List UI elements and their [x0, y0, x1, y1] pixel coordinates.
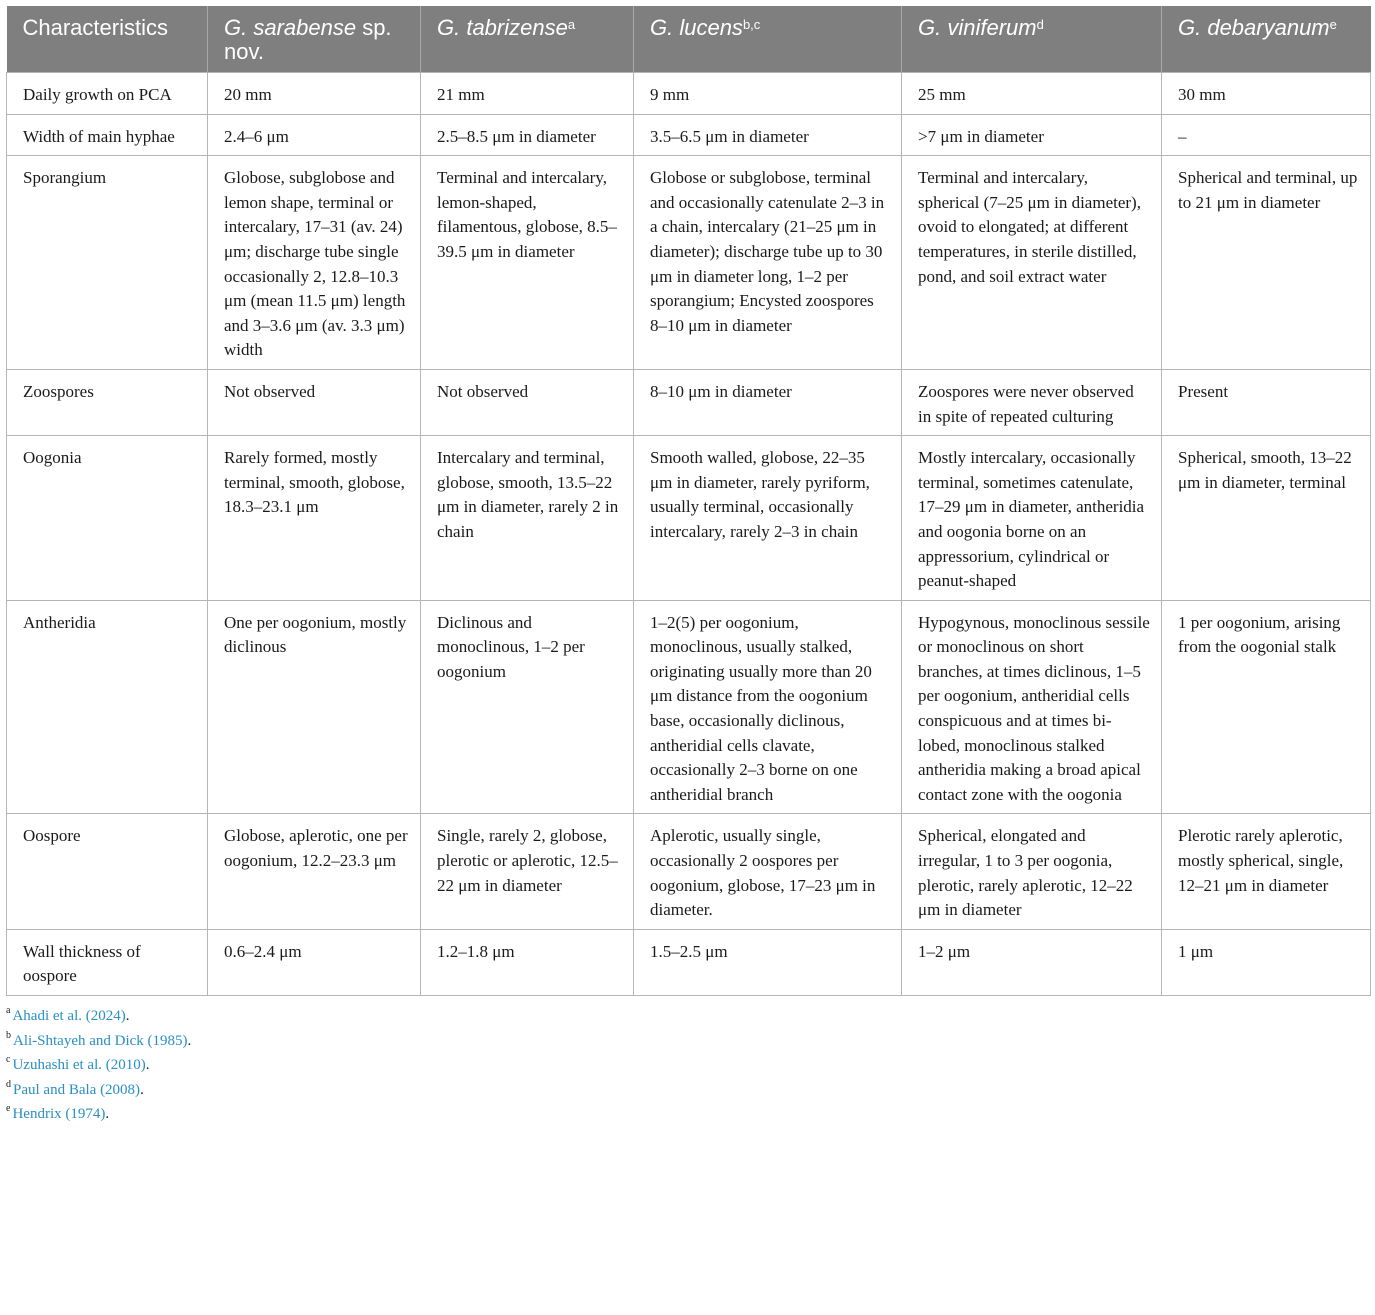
table-cell: Present — [1162, 369, 1371, 435]
reference-link[interactable]: Uzuhashi et al. (2010) — [12, 1057, 146, 1073]
characteristics-table — [6, 6, 1371, 996]
table-cell: Mostly intercalary, occasionally terminal, sometimes catenulate, 17–29 μm in diameter, antheridia and oogonia borne on an appressorium, cylindrical or peanut-shaped — [902, 436, 1162, 601]
table-cell: 8–10 μm in diameter — [634, 369, 902, 435]
row-label: Wall thickness of oospore — [7, 929, 208, 995]
table-cell: One per oogonium, mostly diclinous — [208, 600, 421, 814]
column-header-name: G. viniferum — [918, 15, 1037, 40]
table-row — [7, 369, 1371, 435]
table-cell: 1 μm — [1162, 929, 1371, 995]
column-header — [1162, 6, 1371, 73]
table-cell: 25 mm — [902, 73, 1162, 115]
row-label: Antheridia — [7, 600, 208, 814]
footnote — [6, 1102, 1370, 1127]
table-cell: Globose, aplerotic, one per oogonium, 12.2–23.3 μm — [208, 814, 421, 929]
table-cell: >7 μm in diameter — [902, 114, 1162, 156]
footnote-end: . — [187, 1032, 192, 1049]
table-cell: 3.5–6.5 μm in diameter — [634, 114, 902, 156]
table-cell: 9 mm — [634, 73, 902, 115]
table-cell: 1 per oogonium, arising from the oogonial stalk — [1162, 600, 1371, 814]
table-cell: Diclinous and monoclinous, 1–2 per oogonium — [421, 600, 634, 814]
footnote — [6, 1004, 1370, 1029]
footnote-mark: c — [6, 1054, 11, 1065]
table-row — [7, 156, 1371, 370]
column-header — [634, 6, 902, 73]
table-cell: Globose or subglobose, terminal and occasionally catenulate 2–3 in a chain, intercalary (21–25 μm in diameter); discharge tube up to 30 μm in diameter long, 1–2 per sporangium; Encysted zoospores 8–10 μm in diameter — [634, 156, 902, 370]
table-row — [7, 73, 1371, 115]
footnote-marker: b,c — [742, 17, 761, 32]
footnote-marker: e — [1329, 17, 1337, 32]
table-container — [6, 6, 1370, 1127]
row-label: Sporangium — [7, 156, 208, 370]
reference-link[interactable]: Hendrix (1974) — [12, 1106, 106, 1122]
table-cell: 20 mm — [208, 73, 421, 115]
row-label: Width of main hyphae — [7, 114, 208, 156]
table-cell: 2.5–8.5 μm in diameter — [421, 114, 634, 156]
footnote-end: . — [125, 1008, 130, 1024]
table-cell: Spherical and terminal, up to 21 μm in diameter — [1162, 156, 1371, 370]
footnote-mark: a — [6, 1005, 11, 1016]
table-cell: Rarely formed, mostly terminal, smooth, globose, 18.3–23.1 μm — [208, 436, 421, 601]
column-header-suffix: sp. nov. — [224, 15, 392, 64]
table-row — [7, 436, 1371, 601]
table-cell: 1.2–1.8 μm — [421, 929, 634, 995]
table-cell: Aplerotic, usually single, occasionally 2 oospores per oogonium, globose, 17–23 μm in diameter. — [634, 814, 902, 929]
column-header — [902, 6, 1162, 73]
table-cell: 1–2 μm — [902, 929, 1162, 995]
table-cell: Smooth walled, globose, 22–35 μm in diameter, rarely pyriform, usually terminal, occasionally intercalary, rarely 2–3 in chain — [634, 436, 902, 601]
table-row — [7, 814, 1371, 929]
reference-link[interactable]: Ali-Shtayeh and Dick (1985) — [13, 1032, 188, 1049]
table-cell: Spherical, smooth, 13–22 μm in diameter, terminal — [1162, 436, 1371, 601]
table-cell: Intercalary and terminal, globose, smooth, 13.5–22 μm in diameter, rarely 2 in chain — [421, 436, 634, 601]
footnote-mark: d — [6, 1078, 11, 1090]
table-cell: 1.5–2.5 μm — [634, 929, 902, 995]
table-cell: Globose, subglobose and lemon shape, terminal or intercalary, 17–31 (av. 24) μm; discharge tube single occasionally 2, 12.8–10.3 μm (mean 11.5 μm) length and 3–3.6 μm (av. 3.3 μm) width — [208, 156, 421, 370]
reference-link[interactable]: Ahadi et al. (2024) — [12, 1008, 126, 1024]
table-cell: Zoospores were never observed in spite of repeated culturing — [902, 369, 1162, 435]
footnote-marker: a — [567, 17, 576, 32]
footnote-end: . — [140, 1081, 144, 1098]
table-cell: 0.6–2.4 μm — [208, 929, 421, 995]
table-cell: 2.4–6 μm — [208, 114, 421, 156]
table-cell: 1–2(5) per oogonium, monoclinous, usually stalked, originating usually more than 20 μm distance from the oogonium base, occasionally diclinous, antheridial cells clavate, occasionally 2–3 borne on one antheridial branch — [634, 600, 902, 814]
column-header — [421, 6, 634, 73]
footnotes — [6, 1004, 1370, 1127]
table-cell: Single, rarely 2, globose, plerotic or aplerotic, 12.5–22 μm in diameter — [421, 814, 634, 929]
table-row — [7, 114, 1371, 156]
footnote-mark: e — [6, 1103, 11, 1114]
column-header-name: G. lucens — [650, 15, 743, 40]
table-cell: Spherical, elongated and irregular, 1 to 3 per oogonia, plerotic, rarely aplerotic, 12–22 μm in diameter — [902, 814, 1162, 929]
table-cell: Not observed — [208, 369, 421, 435]
table-body — [7, 73, 1371, 996]
footnote — [6, 1053, 1370, 1078]
row-label: Zoospores — [7, 369, 208, 435]
table-cell: Terminal and intercalary, spherical (7–25 μm in diameter), ovoid to elongated; at different temperatures, in sterile distilled, pond, and soil extract water — [902, 156, 1162, 370]
column-header — [7, 6, 208, 73]
row-label: Daily growth on PCA — [7, 73, 208, 115]
footnote-marker: d — [1036, 17, 1044, 32]
table-cell: Plerotic rarely aplerotic, mostly spherical, single, 12–21 μm in diameter — [1162, 814, 1371, 929]
table-cell: Hypogynous, monoclinous sessile or monoclinous on short branches, at times diclinous, 1–5 per oogonium, antheridial cells conspicuous and at times bi-lobed, monoclinous stalked antheridia making a broad apical contact zone with the oogonia — [902, 600, 1162, 814]
footnote-mark: b — [6, 1029, 11, 1041]
column-header-name: Characteristics — [22, 15, 168, 40]
table-cell: 21 mm — [421, 73, 634, 115]
footnote — [6, 1029, 1370, 1054]
table-cell: Not observed — [421, 369, 634, 435]
footnote — [6, 1078, 1370, 1103]
row-label: Oospore — [7, 814, 208, 929]
footnote-end: . — [105, 1106, 110, 1122]
column-header — [208, 6, 421, 73]
footnote-end: . — [145, 1057, 150, 1073]
reference-link[interactable]: Paul and Bala (2008) — [13, 1081, 141, 1098]
column-header-name: G. debaryanum — [1178, 15, 1330, 40]
row-label: Oogonia — [7, 436, 208, 601]
table-row — [7, 600, 1371, 814]
column-header-name: G. sarabense — [224, 15, 357, 40]
header-row — [7, 6, 1371, 73]
table-cell: 30 mm — [1162, 73, 1371, 115]
table-cell: – — [1162, 114, 1371, 156]
column-header-name: G. tabrizense — [437, 15, 568, 40]
table-cell: Terminal and intercalary, lemon-shaped, filamentous, globose, 8.5–39.5 μm in diameter — [421, 156, 634, 370]
table-row — [7, 929, 1371, 995]
